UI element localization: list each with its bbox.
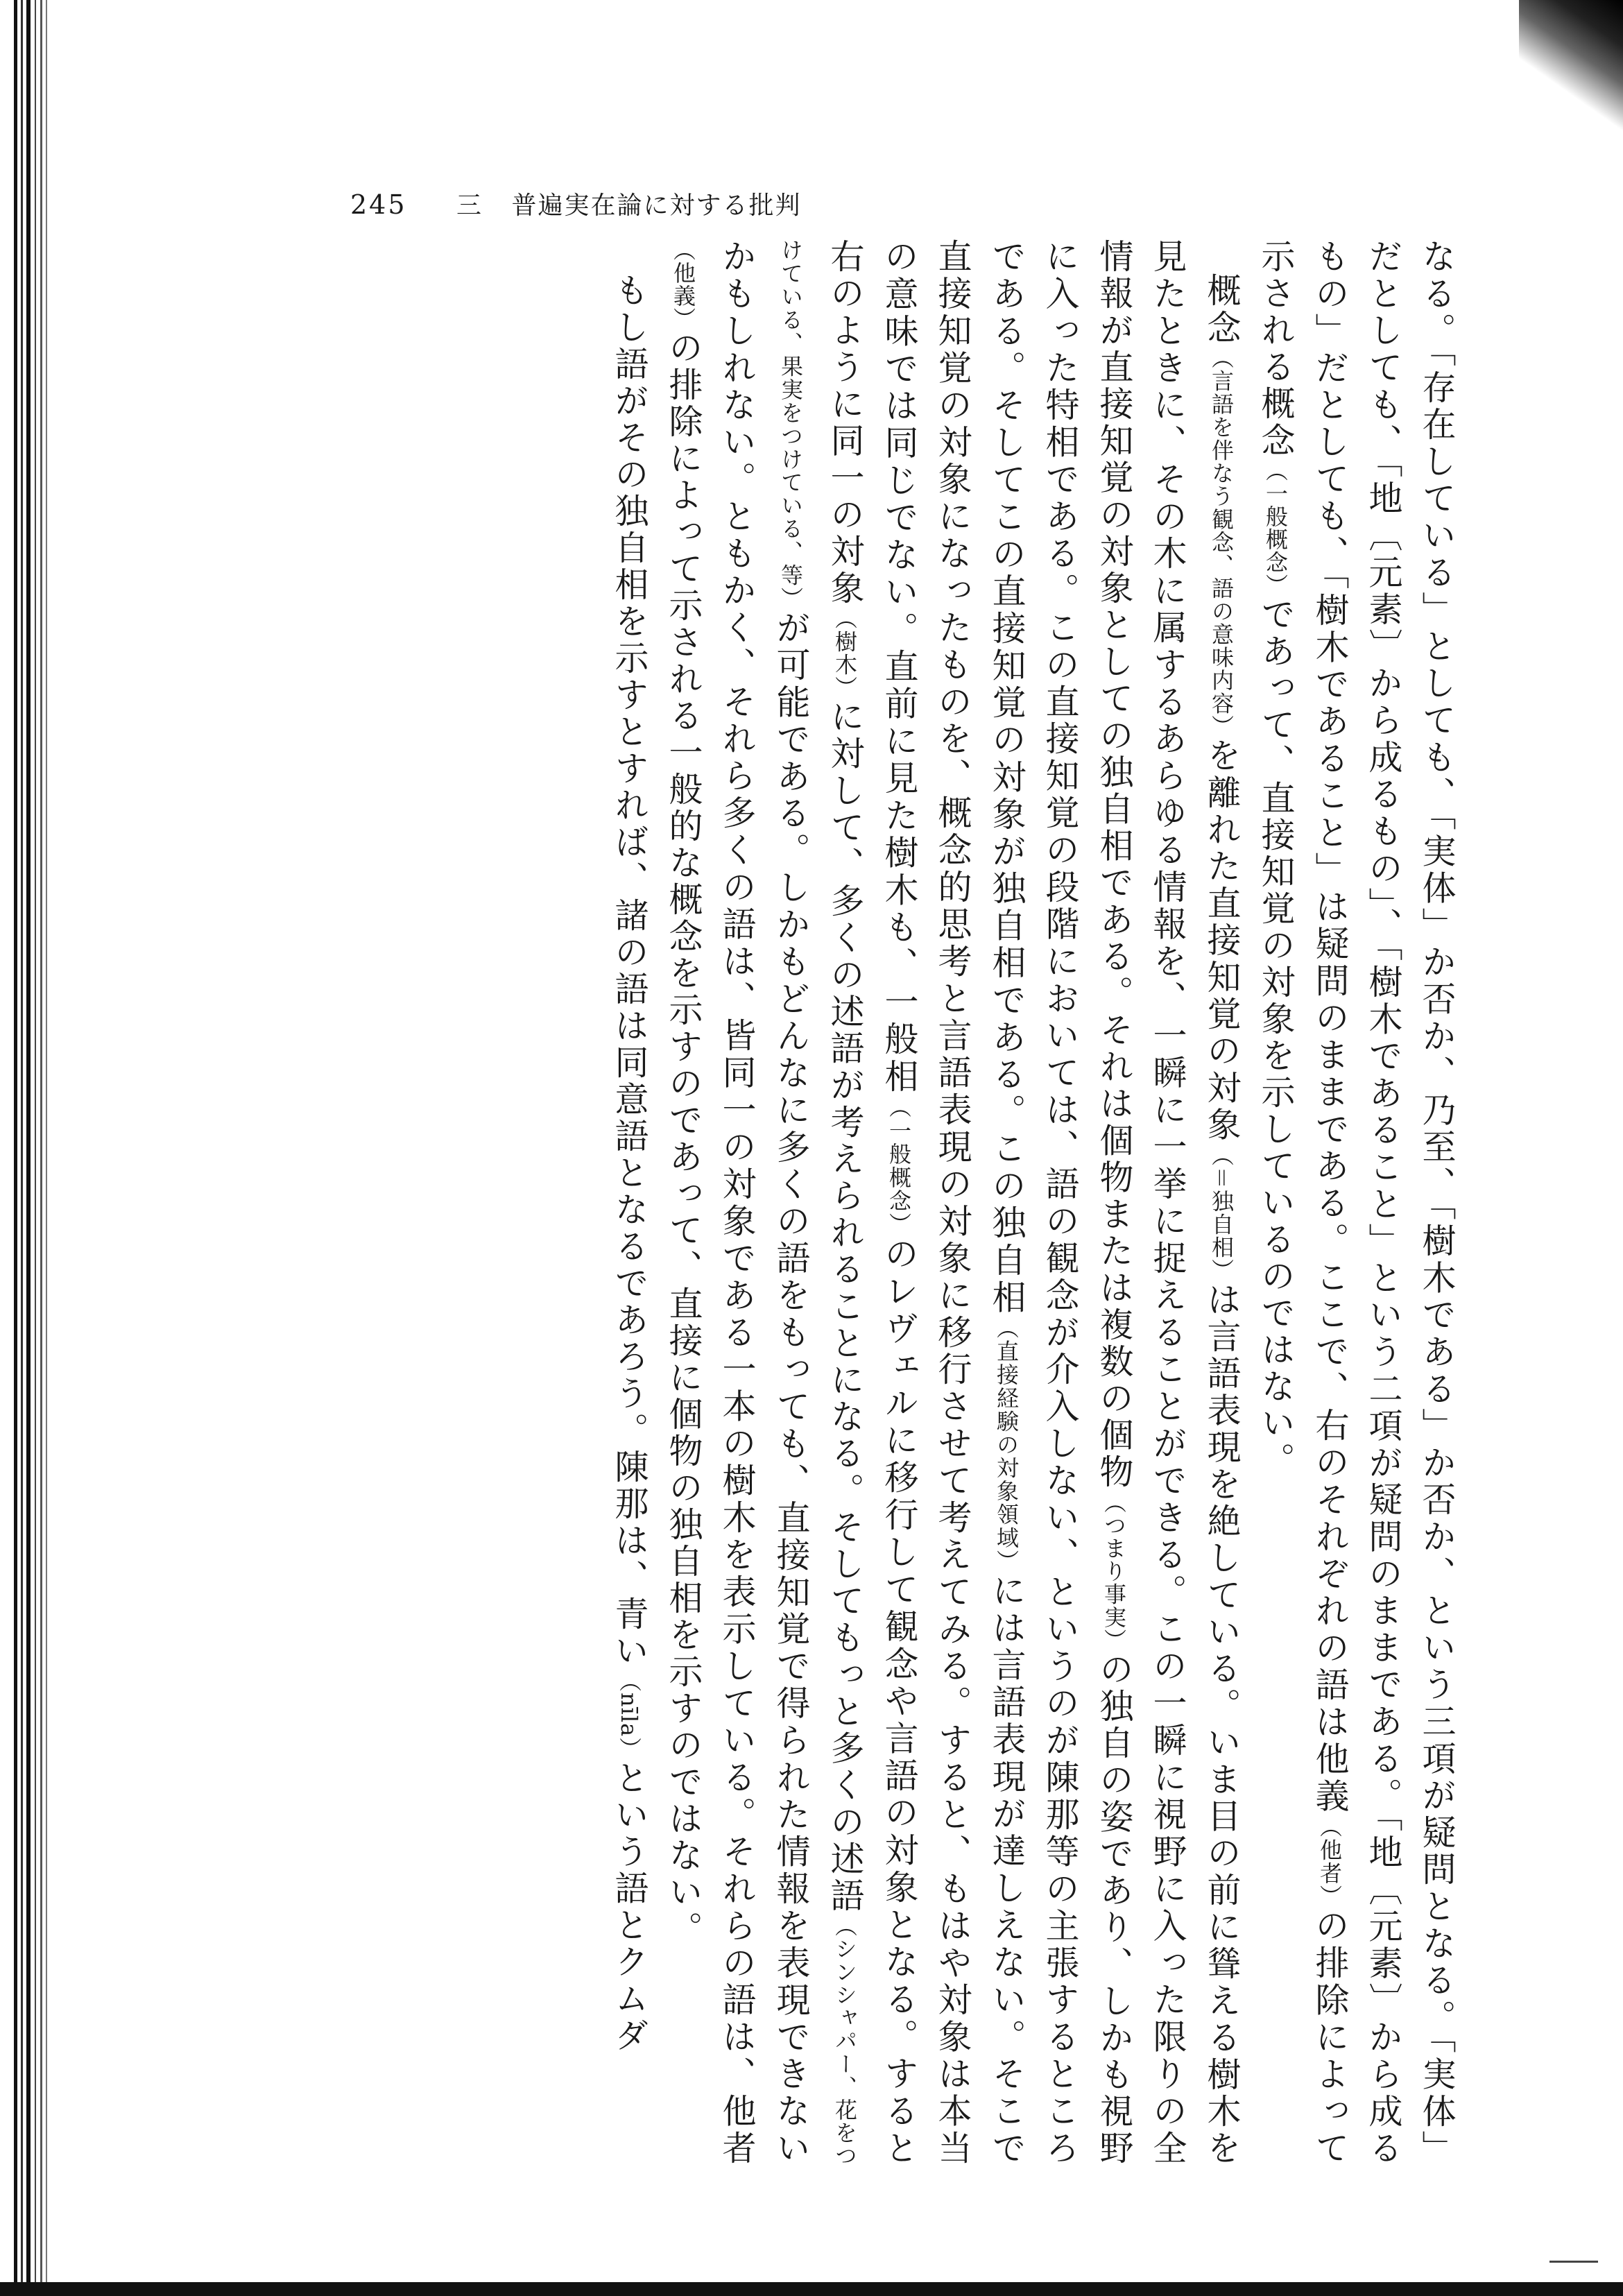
inline-annotation: （一般概念） xyxy=(1262,459,1289,597)
scan-mark xyxy=(1549,2261,1598,2263)
text-segment: が可能である。しかもどんなに多くの語をもっても、直接知覚で得られた情報を表現できないかもしれない。ともかく、それら多くの語は、皆同一の対象である一本の樹木を表示している。それらの語は、他者 xyxy=(717,239,811,2168)
text-segment: は言語表現を絶している。いま目の前に聳える樹木を見たときに、その木に属するあらゆる情報を、一瞬に一挙に捉えることができる。この一瞬に視野に入った限りの全情報が直接知覚の対象としての独自相である。それは個物または複数の個物 xyxy=(1094,239,1242,2168)
paragraph xyxy=(656,239,1248,2167)
text-segment: であって、直接知覚の対象を示しているのではない。 xyxy=(1256,597,1296,1479)
chapter-title: 普遍実在論に対する批判 xyxy=(511,191,802,220)
scan-bottom-edge xyxy=(0,2282,1623,2296)
text-segment: の排除によって示される概念 xyxy=(1256,239,1350,2168)
text-segment: を離れた直接知覚の対象 xyxy=(1202,737,1242,1144)
text-segment: には言語表現が達しえない。そこで直接知覚の対象になったものを、概念的思考と言語表現の対象に移行させて考えてみる。すると、もはや対象は本当の意味では同じでない。直前に見た樹木も、一般相 xyxy=(879,239,1027,2168)
inline-annotation: （nīla） xyxy=(616,1670,642,1760)
inline-annotation: （一般概念） xyxy=(886,1095,912,1236)
text-segment: の排除によって示される一般的な概念を示すのであって、直接に個物の独自相を示すのではない。 xyxy=(664,330,703,1948)
text-segment: に対して、多くの述語が考えられることになる。そしてもっと多くの述語 xyxy=(825,699,865,1914)
scan-corner-shadow xyxy=(1519,0,1623,139)
binding-gutter-line xyxy=(46,0,47,2296)
inline-annotation: （直接経験の対象領域） xyxy=(993,1316,1020,1573)
text-segment: という語とクムダ xyxy=(610,1760,649,2055)
binding-gutter-line xyxy=(14,0,17,2296)
binding-gutter-line xyxy=(40,0,42,2296)
text-segment: の独自の姿であり、しかも視野に入った特相である。この直接知覚の段階においては、語の観念が介入しない、というのが陳那等の主張するところである。そしてこの直接知覚の対象が独自相である。この独自相 xyxy=(987,239,1134,2168)
inline-annotation: （樹木） xyxy=(832,607,858,699)
inline-annotation: （シンシャパー、花をつけている、果実をつけている、等） xyxy=(778,239,858,2168)
body-text xyxy=(187,239,1463,2167)
text-segment: のレヴェルに移行して観念や言語の対象となる。すると右のように同一の対象 xyxy=(825,239,919,2168)
inline-annotation: （＝独自相） xyxy=(1208,1143,1235,1282)
binding-gutter-line xyxy=(26,0,31,2296)
inline-annotation: （言語を伴なう観念、語の意味内容） xyxy=(1208,346,1235,738)
text-segment: もし語がその独自相を示すとすれば、諸の語は同意語となるであろう。陳那は、青い xyxy=(610,273,649,1670)
binding-gutter-line xyxy=(21,0,23,2296)
paragraph xyxy=(602,239,656,2167)
inline-annotation: （他者） xyxy=(1316,1815,1343,1908)
text-segment: なる。「存在している」としても、「実体」か否か、乃至、「樹木である」か否か、という三項が疑問となる。「実体」だとしても、「地〔元素〕から成るもの」、「樹木であること」という二項が疑問のままである。「地〔元素〕から成るもの」だとしても、「樹木であること」は疑問のままである。ここで、右のそれぞれの語は他義 xyxy=(1310,239,1457,2167)
binding-gutter-line xyxy=(35,0,36,2296)
paragraph xyxy=(1248,239,1463,2167)
page-number: 245 xyxy=(350,189,407,220)
inline-annotation: （他義） xyxy=(670,239,696,330)
inline-annotation: （つまり事実） xyxy=(1101,1491,1127,1652)
text-segment: 概念 xyxy=(1202,273,1242,347)
running-header xyxy=(350,186,801,221)
chapter-number: 三 xyxy=(456,191,483,220)
